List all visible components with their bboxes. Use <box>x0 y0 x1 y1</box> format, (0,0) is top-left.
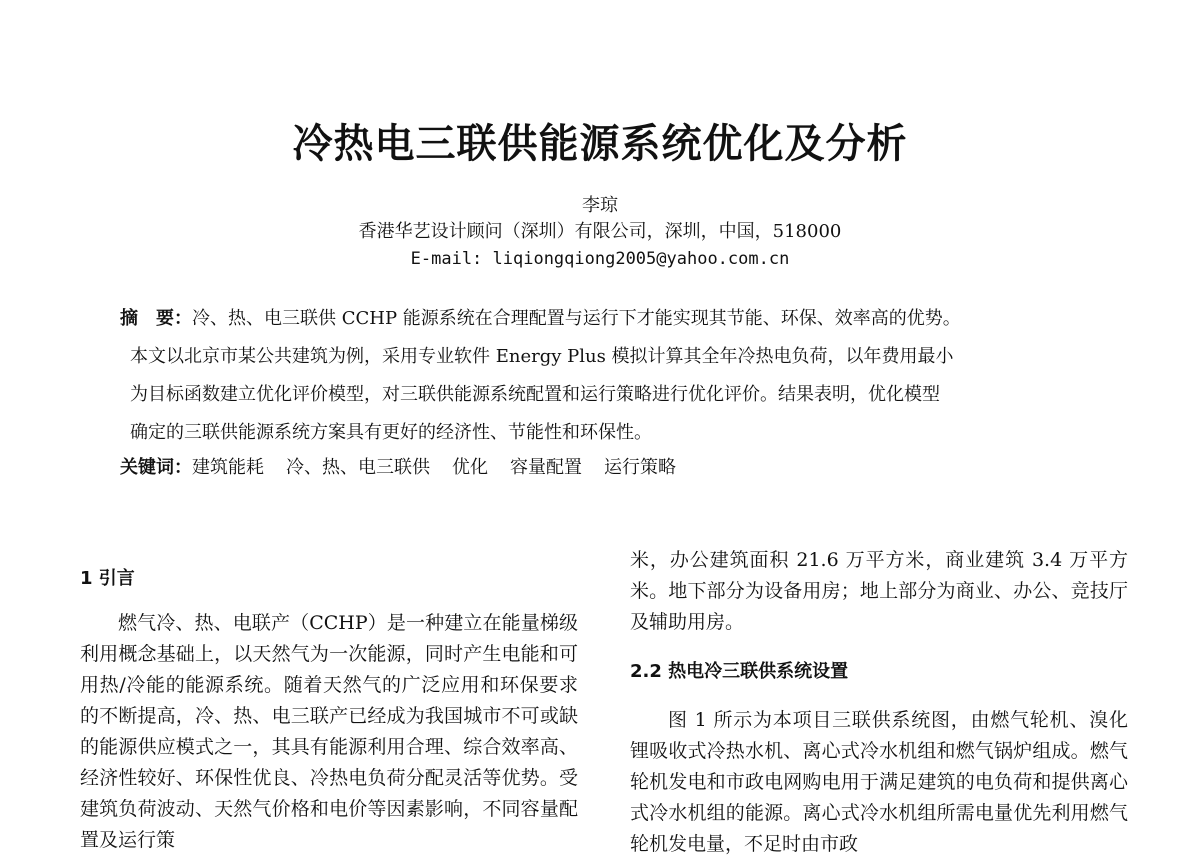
abstract <box>120 300 1095 452</box>
author-name: 李琼 <box>582 195 618 216</box>
keyword: 容量配置 <box>510 457 582 478</box>
section-heading-introduction: 1 引言 <box>80 568 135 589</box>
left-column <box>80 545 578 856</box>
abstract-line-1: 冷、热、电三联供 CCHP 能源系统在合理配置与运行下才能实现其节能、环保、效率高的优势。 <box>192 308 961 329</box>
paper-title: 冷热电三联供能源系统优化及分析 <box>292 121 908 167</box>
introduction-paragraph: 燃气冷、热、电联产（CCHP）是一种建立在能量梯级利用概念基础上，以天然气为一次能源，同时产生电能和可用热/冷能的能源系统。随着天然气的广泛应用和环保要求的不断提高，冷、热、电三联产已经成为我国城市不可或缺的能源供应模式之一，其具有能源利用合理、综合效率高、经济性较好、环保性优良、冷热电负荷分配灵活等优势。受建筑负荷波动、天然气价格和电价等因素影响，不同容量配置及运行策 <box>80 612 578 851</box>
abstract-line-4: 确定的三联供能源系统方案具有更好的经济性、节能性和环保性。 <box>130 422 652 443</box>
keyword: 优化 <box>452 457 488 478</box>
author-affiliation: 香港华艺设计顾问（深圳）有限公司，深圳，中国，518000 <box>358 221 842 242</box>
continued-paragraph: 米，办公建筑面积 21.6 万平方米，商业建筑 3.4 万平方米。地下部分为设备用房；地上部分为商业、办公、竞技厅及辅助用房。 <box>630 549 1128 633</box>
keywords-label: 关键词： <box>120 457 192 478</box>
abstract-line-3: 为目标函数建立优化评价模型，对三联供能源系统配置和运行策略进行优化评价。结果表明，优化模型 <box>130 384 940 405</box>
right-column <box>630 545 1128 860</box>
keywords <box>120 452 1095 484</box>
author-email: E-mail: liqiongqiong2005@yahoo.com.cn <box>410 249 790 269</box>
abstract-line-2: 本文以北京市某公共建筑为例，采用专业软件 Energy Plus 模拟计算其全年冷热电负荷，以年费用最小 <box>130 346 954 367</box>
abstract-label: 摘 要： <box>120 308 192 329</box>
keyword: 运行策略 <box>604 457 676 478</box>
keyword: 冷、热、电三联供 <box>286 457 430 478</box>
keyword: 建筑能耗 <box>192 457 264 478</box>
cchp-setup-paragraph: 图 1 所示为本项目三联供系统图，由燃气轮机、溴化锂吸收式冷热水机、离心式冷水机组和燃气锅炉组成。燃气轮机发电和市政电网购电用于满足建筑的电负荷和提供离心式冷水机组的能源。离心式冷水机组所需电量优先利用燃气轮机发电量，不足时由市政 <box>630 709 1128 855</box>
section-heading-cchp-setup: 2.2 热电冷三联供系统设置 <box>630 661 849 682</box>
